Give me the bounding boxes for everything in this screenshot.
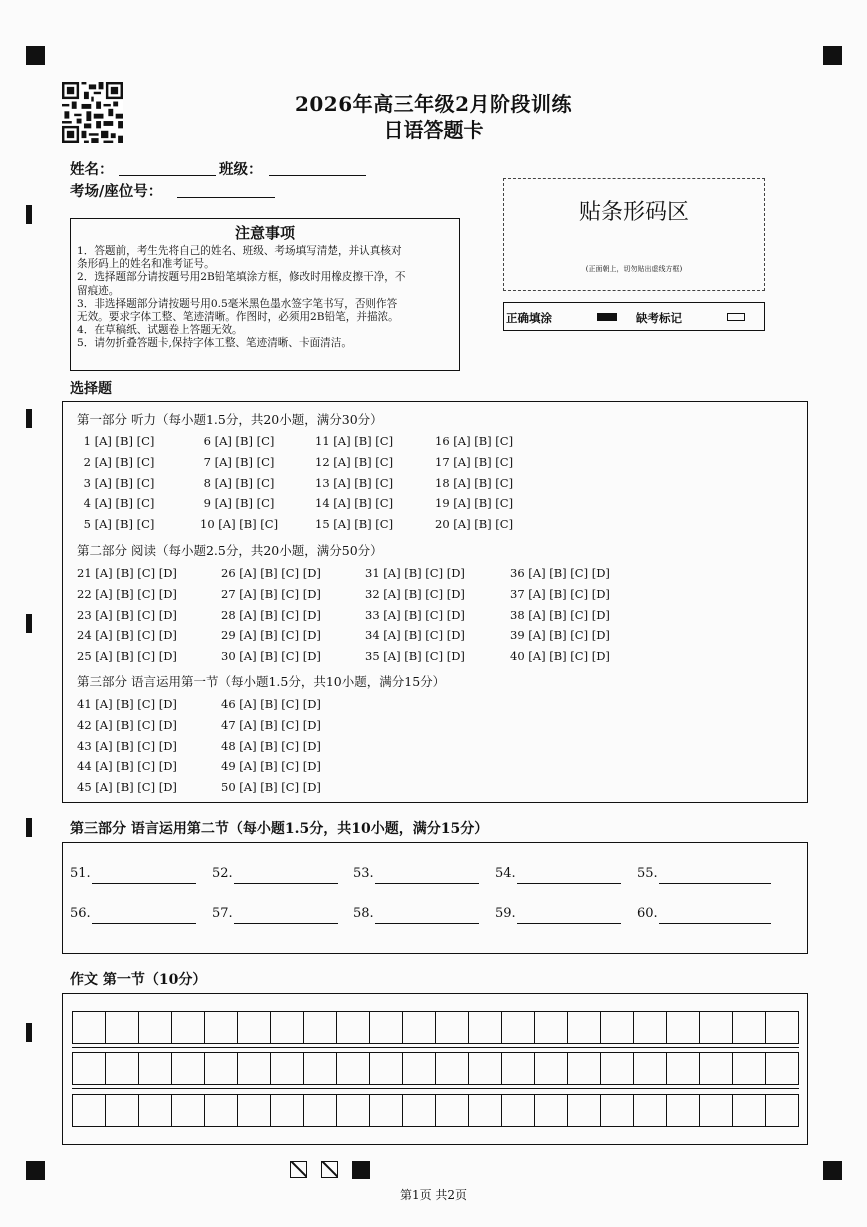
question-options[interactable]: 38 [A] [B] [C] [D]	[510, 607, 610, 622]
essay-cell[interactable]	[337, 1012, 370, 1043]
choice-section-title: 选择题	[70, 381, 112, 397]
essay-cell[interactable]	[73, 1012, 106, 1043]
essay-cell[interactable]	[469, 1095, 502, 1126]
question-options[interactable]: 32 [A] [B] [C] [D]	[365, 586, 465, 601]
essay-cell[interactable]	[634, 1095, 667, 1126]
solid-box-mark	[352, 1161, 370, 1179]
notice-line: 1．答题前，考生先将自己的姓名、班级、考场填写清楚，并认真核对	[77, 245, 402, 257]
essay-cell[interactable]	[238, 1095, 271, 1126]
essay-cell[interactable]	[271, 1012, 304, 1043]
question-options[interactable]: 49 [A] [B] [C] [D]	[221, 759, 321, 774]
essay-cell[interactable]	[172, 1095, 205, 1126]
answer-blank[interactable]	[375, 923, 479, 924]
answer-blank[interactable]	[234, 923, 338, 924]
essay-cell[interactable]	[73, 1095, 106, 1126]
question-options[interactable]: 29 [A] [B] [C] [D]	[221, 628, 321, 643]
blank-number: 59.	[495, 906, 516, 921]
blank-number: 51.	[70, 866, 91, 881]
essay-cell[interactable]	[502, 1053, 535, 1084]
question-options[interactable]: 21 [A] [B] [C] [D]	[77, 566, 177, 580]
answer-blank[interactable]	[234, 883, 338, 884]
essay-cell[interactable]	[271, 1053, 304, 1084]
essay-cell[interactable]	[304, 1012, 337, 1043]
question-options[interactable]: 22 [A] [B] [C] [D]	[77, 586, 177, 601]
answer-blank[interactable]	[375, 883, 479, 884]
corner-mark-top-left	[26, 46, 45, 65]
essay-cell[interactable]	[337, 1095, 370, 1126]
essay-cell[interactable]	[370, 1095, 403, 1126]
essay-cell[interactable]	[766, 1012, 798, 1043]
question-options[interactable]: 27 [A] [B] [C] [D]	[221, 586, 321, 601]
absent-label: 缺考标记	[636, 311, 682, 325]
part1-title: 第一部分 听力（每小题1.5分，共20小题，满分30分）	[77, 412, 383, 427]
question-options[interactable]: 9 [A] [B] [C]	[200, 496, 275, 511]
notice-line: 无效。要求字体工整、笔迹清晰。作图时，必须用2B铅笔，并描浓。	[77, 311, 399, 324]
question-options[interactable]: 16 [A] [B] [C]	[435, 434, 514, 448]
question-options[interactable]: 2 [A] [B] [C]	[80, 454, 155, 469]
blank-number: 58.	[353, 906, 374, 921]
timing-mark	[26, 614, 32, 633]
essay-grid-row[interactable]	[72, 1052, 799, 1085]
question-options[interactable]: 11 [A] [B] [C]	[315, 434, 394, 448]
essay-cell[interactable]	[205, 1095, 238, 1126]
essay-cell[interactable]	[469, 1012, 502, 1043]
notice-line: 5．请勿折叠答题卡,保持字体工整、笔迹清晰、卡面清洁。	[77, 337, 352, 350]
question-options[interactable]: 17 [A] [B] [C]	[435, 454, 514, 469]
barcode-title: 贴条形码区	[578, 200, 689, 225]
essay-cell[interactable]	[601, 1012, 634, 1043]
question-options[interactable]: 13 [A] [B] [C]	[315, 475, 394, 490]
essay-grid-row[interactable]	[72, 1094, 799, 1127]
question-options[interactable]: 33 [A] [B] [C] [D]	[365, 607, 465, 622]
essay-cell[interactable]	[139, 1095, 172, 1126]
notice-line: 2．选择题部分请按题号用2B铅笔填涂方框，修改时用橡皮擦干净，不	[77, 271, 406, 284]
question-options[interactable]: 23 [A] [B] [C] [D]	[77, 607, 177, 622]
answer-blank[interactable]	[92, 923, 196, 924]
question-options[interactable]: 50 [A] [B] [C] [D]	[221, 780, 321, 795]
correct-fill-label: 正确填涂	[506, 311, 552, 325]
essay-cell[interactable]	[535, 1095, 568, 1126]
essay-cell[interactable]	[634, 1012, 667, 1043]
question-options[interactable]: 20 [A] [B] [C]	[435, 517, 514, 532]
essay-cell[interactable]	[700, 1053, 733, 1084]
essay-title: 作文 第一节（10分）	[70, 972, 207, 988]
essay-cell[interactable]	[568, 1012, 601, 1043]
seat-field[interactable]	[177, 197, 275, 198]
class-field[interactable]	[269, 175, 366, 176]
question-options[interactable]: 26 [A] [B] [C] [D]	[221, 566, 321, 580]
essay-cell[interactable]	[700, 1095, 733, 1126]
essay-cell[interactable]	[304, 1095, 337, 1126]
blank-number: 54.	[495, 866, 516, 881]
essay-cell[interactable]	[205, 1053, 238, 1084]
question-options[interactable]: 40 [A] [B] [C] [D]	[510, 649, 610, 664]
essay-cell[interactable]	[469, 1053, 502, 1084]
answer-blank[interactable]	[517, 923, 621, 924]
essay-cell[interactable]	[172, 1053, 205, 1084]
question-options[interactable]: 7 [A] [B] [C]	[200, 454, 275, 469]
question-options[interactable]: 1 [A] [B] [C]	[80, 434, 155, 448]
essay-cell[interactable]	[370, 1012, 403, 1043]
seat-label: 考场/座位号：	[70, 183, 163, 200]
essay-cell[interactable]	[502, 1012, 535, 1043]
essay-cell[interactable]	[172, 1012, 205, 1043]
barcode-note: (正面朝上，切勿贴出虚线方框)	[585, 265, 683, 273]
row-separator	[72, 1088, 799, 1089]
question-options[interactable]: 10 [A] [B] [C]	[200, 517, 279, 532]
page-number: 第1页 共2页	[399, 1188, 468, 1202]
essay-cell[interactable]	[73, 1053, 106, 1084]
answer-blank[interactable]	[659, 923, 771, 924]
correct-fill-sample	[597, 313, 617, 321]
essay-cell[interactable]	[403, 1053, 436, 1084]
blank-number: 60.	[637, 906, 658, 921]
essay-cell[interactable]	[304, 1053, 337, 1084]
question-options[interactable]: 34 [A] [B] [C] [D]	[365, 628, 465, 643]
barcode-area[interactable]	[503, 178, 765, 291]
essay-cell[interactable]	[106, 1012, 139, 1043]
name-label: 姓名：	[70, 161, 114, 178]
essay-cell[interactable]	[139, 1012, 172, 1043]
fill-legend	[503, 302, 765, 331]
essay-cell[interactable]	[601, 1095, 634, 1126]
question-options[interactable]: 15 [A] [B] [C]	[315, 517, 394, 532]
question-options[interactable]: 35 [A] [B] [C] [D]	[365, 649, 465, 664]
essay-cell[interactable]	[766, 1053, 798, 1084]
notice-line: 4．在草稿纸、试题卷上答题无效。	[77, 324, 243, 337]
question-options[interactable]: 44 [A] [B] [C] [D]	[77, 759, 177, 774]
question-options[interactable]: 4 [A] [B] [C]	[80, 496, 155, 511]
crossed-box-mark	[290, 1161, 307, 1178]
essay-cell[interactable]	[601, 1053, 634, 1084]
class-label: 班级：	[219, 161, 263, 178]
essay-cell[interactable]	[733, 1012, 766, 1043]
essay-cell[interactable]	[568, 1095, 601, 1126]
question-options[interactable]: 12 [A] [B] [C]	[315, 454, 394, 469]
question-options[interactable]: 36 [A] [B] [C] [D]	[510, 566, 610, 580]
essay-cell[interactable]	[535, 1053, 568, 1084]
essay-cell[interactable]	[667, 1012, 700, 1043]
essay-cell[interactable]	[667, 1053, 700, 1084]
essay-cell[interactable]	[535, 1012, 568, 1043]
essay-cell[interactable]	[436, 1095, 469, 1126]
essay-cell[interactable]	[733, 1095, 766, 1126]
question-options[interactable]: 5 [A] [B] [C]	[80, 517, 155, 532]
essay-cell[interactable]	[238, 1053, 271, 1084]
essay-cell[interactable]	[502, 1095, 535, 1126]
timing-mark	[26, 818, 32, 837]
absent-mark-box[interactable]	[727, 313, 745, 321]
question-options[interactable]: 6 [A] [B] [C]	[200, 434, 275, 448]
essay-grid-row[interactable]	[72, 1011, 799, 1044]
question-options[interactable]: 24 [A] [B] [C] [D]	[77, 628, 177, 643]
question-options[interactable]: 18 [A] [B] [C]	[435, 475, 514, 490]
essay-cell[interactable]	[403, 1095, 436, 1126]
essay-cell[interactable]	[106, 1095, 139, 1126]
essay-cell[interactable]	[139, 1053, 172, 1084]
essay-cell[interactable]	[667, 1095, 700, 1126]
part3-title: 第三部分 语言运用第一节（每小题1.5分，共10小题，满分15分）	[77, 674, 446, 689]
essay-cell[interactable]	[337, 1053, 370, 1084]
timing-mark	[26, 409, 32, 428]
essay-cell[interactable]	[106, 1053, 139, 1084]
notice-line: 条形码上的姓名和准考证号。	[77, 258, 215, 271]
corner-mark-bottom-left	[26, 1161, 45, 1180]
answer-blank[interactable]	[92, 883, 196, 884]
essay-cell[interactable]	[568, 1053, 601, 1084]
essay-cell[interactable]	[271, 1095, 304, 1126]
essay-cell[interactable]	[700, 1012, 733, 1043]
essay-cell[interactable]	[370, 1053, 403, 1084]
notice-line: 3．非选择题部分请按题号用0.5毫米黑色墨水签字笔书写，否则作答	[77, 297, 398, 310]
timing-mark	[26, 205, 32, 224]
notice-box	[70, 218, 460, 371]
fill-section-title: 第三部分 语言运用第二节（每小题1.5分，共10小题，满分15分）	[70, 821, 489, 837]
blank-number: 56.	[70, 906, 91, 921]
corner-mark-top-right	[823, 46, 842, 65]
fill-section-box	[62, 842, 808, 954]
question-options[interactable]: 42 [A] [B] [C] [D]	[77, 717, 177, 732]
crossed-box-mark	[321, 1161, 338, 1178]
question-options[interactable]: 31 [A] [B] [C] [D]	[365, 566, 465, 580]
notice-title: 注意事项	[234, 224, 295, 242]
corner-mark-bottom-right	[823, 1161, 842, 1180]
essay-cell[interactable]	[766, 1095, 798, 1126]
question-options[interactable]: 14 [A] [B] [C]	[315, 496, 394, 511]
sheet-subtitle: 日语答题卡	[383, 118, 484, 142]
question-options[interactable]: 48 [A] [B] [C] [D]	[221, 738, 321, 753]
part2-title: 第二部分 阅读（每小题2.5分，共20小题，满分50分）	[77, 543, 383, 558]
question-options[interactable]: 30 [A] [B] [C] [D]	[221, 649, 321, 664]
name-field[interactable]	[119, 175, 216, 176]
question-options[interactable]: 28 [A] [B] [C] [D]	[221, 607, 321, 622]
question-options[interactable]: 41 [A] [B] [C] [D]	[77, 697, 177, 711]
row-separator	[72, 1047, 799, 1048]
essay-cell[interactable]	[436, 1012, 469, 1043]
question-options[interactable]: 37 [A] [B] [C] [D]	[510, 586, 610, 601]
answer-blank[interactable]	[517, 883, 621, 884]
essay-cell[interactable]	[634, 1053, 667, 1084]
blank-number: 55.	[637, 866, 658, 881]
question-options[interactable]: 25 [A] [B] [C] [D]	[77, 649, 177, 664]
exam-title: 2026年高三年级2月阶段训练	[294, 92, 573, 116]
question-options[interactable]: 46 [A] [B] [C] [D]	[221, 697, 321, 711]
question-options[interactable]: 19 [A] [B] [C]	[435, 496, 514, 511]
question-options[interactable]: 39 [A] [B] [C] [D]	[510, 628, 610, 643]
timing-mark	[26, 1023, 32, 1042]
answer-blank[interactable]	[659, 883, 771, 884]
notice-body	[71, 243, 459, 351]
question-options[interactable]: 8 [A] [B] [C]	[200, 475, 275, 490]
question-options[interactable]: 3 [A] [B] [C]	[80, 475, 155, 490]
essay-cell[interactable]	[733, 1053, 766, 1084]
essay-cell[interactable]	[403, 1012, 436, 1043]
question-options[interactable]: 45 [A] [B] [C] [D]	[77, 780, 177, 795]
question-options[interactable]: 43 [A] [B] [C] [D]	[77, 738, 177, 753]
essay-cell[interactable]	[436, 1053, 469, 1084]
essay-cell[interactable]	[238, 1012, 271, 1043]
blank-number: 53.	[353, 866, 374, 881]
notice-line: 留痕迹。	[77, 284, 120, 297]
question-options[interactable]: 47 [A] [B] [C] [D]	[221, 717, 321, 732]
blank-number: 52.	[212, 866, 233, 881]
essay-cell[interactable]	[205, 1012, 238, 1043]
blank-number: 57.	[212, 906, 233, 921]
